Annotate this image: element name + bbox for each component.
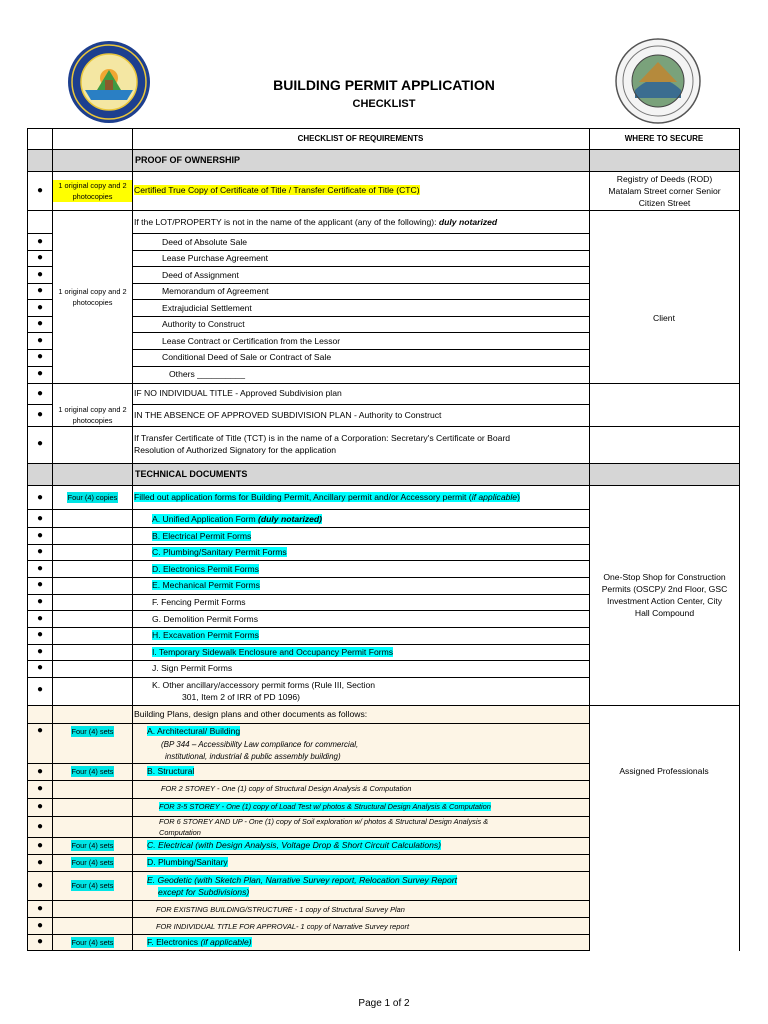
bullet: ●: [36, 684, 44, 695]
bullet: ●: [36, 302, 44, 313]
page-number: Page 1 of 2: [358, 998, 410, 1009]
req-lease-contract: Lease Contract or Certification from the Lessor: [162, 336, 341, 346]
bullet: ●: [36, 438, 44, 449]
req-form-f: F. Fencing Permit Forms: [152, 597, 246, 607]
copies-electrical: Four (4) sets: [71, 841, 114, 850]
req-plumbing: D. Plumbing/Sanitary: [147, 857, 228, 867]
copies-subdivision: 1 original copy and 2 photocopies: [58, 405, 127, 425]
bullet: ●: [36, 252, 44, 263]
bullet: ●: [36, 579, 44, 590]
bullet: ●: [36, 368, 44, 379]
req-geodetic-1: E. Geodetic (with Sketch Plan, Narrative Survey report, Relocation Survey Report: [147, 875, 457, 885]
req-storey-2: FOR 2 STOREY - One (1) copy of Structural Design Analysis & Computation: [161, 784, 412, 793]
document-subtitle: CHECKLIST: [352, 98, 416, 110]
req-storey-3-5: FOR 3-5 STOREY - One (1) copy of Load Test w/ photos & Structural Design Analysis & Computation: [159, 802, 491, 811]
copies-structural: Four (4) sets: [71, 767, 114, 776]
copies-geodetic: Four (4) sets: [71, 881, 114, 890]
req-form-k-1: K. Other ancillary/accessory permit forms (Rule III, Section: [152, 680, 376, 690]
bullet: ●: [36, 563, 44, 574]
req-deed-absolute-sale: Deed of Absolute Sale: [162, 237, 248, 247]
bullet: ●: [36, 335, 44, 346]
req-form-j: J. Sign Permit Forms: [152, 663, 233, 673]
req-authority-construct: Authority to Construct: [162, 319, 245, 329]
req-no-subdivision: IN THE ABSENCE OF APPROVED SUBDIVISION PLAN - Authority to Construct: [134, 410, 442, 420]
column-header-requirements: CHECKLIST OF REQUIREMENTS: [297, 133, 424, 143]
where-professionals: Assigned Professionals: [619, 765, 709, 776]
req-electrical: C. Electrical (with Design Analysis, Voltage Drop & Short Circuit Calculations): [147, 840, 442, 850]
bullet: ●: [36, 766, 44, 777]
req-form-d: D. Electronics Permit Forms: [152, 564, 259, 574]
bullet: ●: [36, 546, 44, 557]
copies-plumbing: Four (4) sets: [71, 858, 114, 867]
bullet: ●: [36, 236, 44, 247]
req-architectural: A. Architectural/ Building: [147, 726, 241, 736]
req-form-e: E. Mechanical Permit Forms: [152, 580, 260, 590]
checklist-table: [27, 128, 740, 951]
req-geodetic-2: except for Subdivisions): [158, 887, 250, 897]
req-electronics: F. Electronics (if applicable): [147, 937, 252, 947]
bullet: ●: [36, 840, 44, 851]
bullet: ●: [36, 821, 44, 832]
req-form-i: I. Temporary Sidewalk Enclosure and Occupancy Permit Forms: [152, 647, 394, 657]
req-bp344-1: (BP 344 – Accessibility Law compliance for commercial,: [161, 740, 359, 749]
req-form-h: H. Excavation Permit Forms: [152, 630, 259, 640]
req-bp344-2: institutional, industrial & public assembly building): [165, 752, 341, 761]
bullet: ●: [36, 903, 44, 914]
copies-forms: Four (4) copies: [67, 492, 118, 502]
bullet: ●: [36, 936, 44, 947]
bullet: ●: [36, 285, 44, 296]
bullet: ●: [36, 530, 44, 541]
bullet: ●: [36, 920, 44, 931]
req-plans-intro: Building Plans, design plans and other documents as follows:: [134, 709, 368, 719]
req-no-title: IF NO INDIVIDUAL TITLE - Approved Subdivision plan: [134, 388, 342, 398]
req-existing-building: FOR EXISTING BUILDING/STRUCTURE - 1 copy of Structural Survey Plan: [156, 905, 405, 914]
bullet: ●: [36, 613, 44, 624]
where-rod: Registry of Deeds (ROD) Matalam Street corner Senior Citizen Street: [608, 173, 721, 208]
req-form-g: G. Demolition Permit Forms: [152, 614, 259, 624]
bullet: ●: [36, 269, 44, 280]
bullet: ●: [36, 318, 44, 329]
section-technical-documents: TECHNICAL DOCUMENTS: [135, 469, 248, 479]
req-storey-6-2: Computation: [159, 828, 201, 837]
copies-electronics: Four (4) sets: [71, 937, 114, 947]
req-conditional-deed: Conditional Deed of Sale or Contract of Sale: [162, 352, 332, 362]
bullet: ●: [36, 185, 44, 196]
req-others: Others __________: [169, 369, 245, 379]
req-not-in-name: If the LOT/PROPERTY is not in the name of the applicant (any of the following): duly notarized: [134, 217, 498, 227]
bullet: ●: [36, 492, 44, 503]
copies-ctc: 1 original copy and 2 photocopies: [53, 171, 132, 210]
req-storey-6-1: FOR 6 STOREY AND UP - One (1) copy of Soil exploration w/ photos & Structural Design Analysis &: [159, 817, 489, 826]
where-oscp: One-Stop Shop for Construction Permits (OSCP)/ 2nd Floor, GSC Investment Action Center, City Hall Compound: [601, 572, 728, 618]
bullet: ●: [36, 646, 44, 657]
req-lease-purchase: Lease Purchase Agreement: [162, 253, 269, 263]
req-ctc: Certified True Copy of Certificate of Title / Transfer Certificate of Title (CTC): [134, 185, 420, 195]
column-header-where: WHERE TO SECURE: [624, 133, 704, 143]
bullet: ●: [36, 725, 44, 736]
bullet: ●: [36, 880, 44, 891]
where-client: Client: [653, 313, 675, 323]
bullet: ●: [36, 783, 44, 794]
req-memorandum: Memorandum of Agreement: [162, 286, 269, 296]
req-tct-corporation-1: If Transfer Certificate of Title (TCT) is in the name of a Corporation: Secretary's Certificate or Board: [134, 433, 511, 443]
req-form-a: A. Unified Application Form (duly notarized): [152, 514, 323, 524]
bullet: ●: [36, 351, 44, 362]
bullet: ●: [36, 513, 44, 524]
req-form-b: B. Electrical Permit Forms: [152, 531, 252, 541]
bullet: ●: [36, 596, 44, 607]
section-proof-of-ownership: PROOF OF OWNERSHIP: [135, 155, 241, 165]
req-extrajudicial: Extrajudicial Settlement: [162, 303, 252, 313]
document-title: BUILDING PERMIT APPLICATION: [273, 77, 495, 93]
bullet: ●: [36, 629, 44, 640]
copies-deeds: 1 original copy and 2 photocopies: [58, 286, 127, 307]
bullet: ●: [36, 857, 44, 868]
bullet: ●: [36, 662, 44, 673]
req-form-c: C. Plumbing/Sanitary Permit Forms: [152, 547, 287, 557]
req-structural: B. Structural: [147, 766, 195, 776]
req-individual-title: FOR INDIVIDUAL TITLE FOR APPROVAL- 1 copy of Narrative Survey report: [156, 922, 409, 931]
req-tct-corporation-2: Resolution of Authorized Signatory for the application: [134, 445, 337, 455]
copies-architectural: Four (4) sets: [71, 726, 114, 736]
bullet: ●: [36, 388, 44, 399]
req-deed-assignment: Deed of Assignment: [162, 270, 239, 280]
req-form-k-2: 301, Item 2 of IRR of PD 1096): [182, 692, 300, 702]
bullet: ●: [36, 409, 44, 420]
req-application-forms: Filled out application forms for Building Permit, Ancillary permit and/or Accessory permit (if applicable): [134, 492, 520, 502]
bullet: ●: [36, 801, 44, 812]
